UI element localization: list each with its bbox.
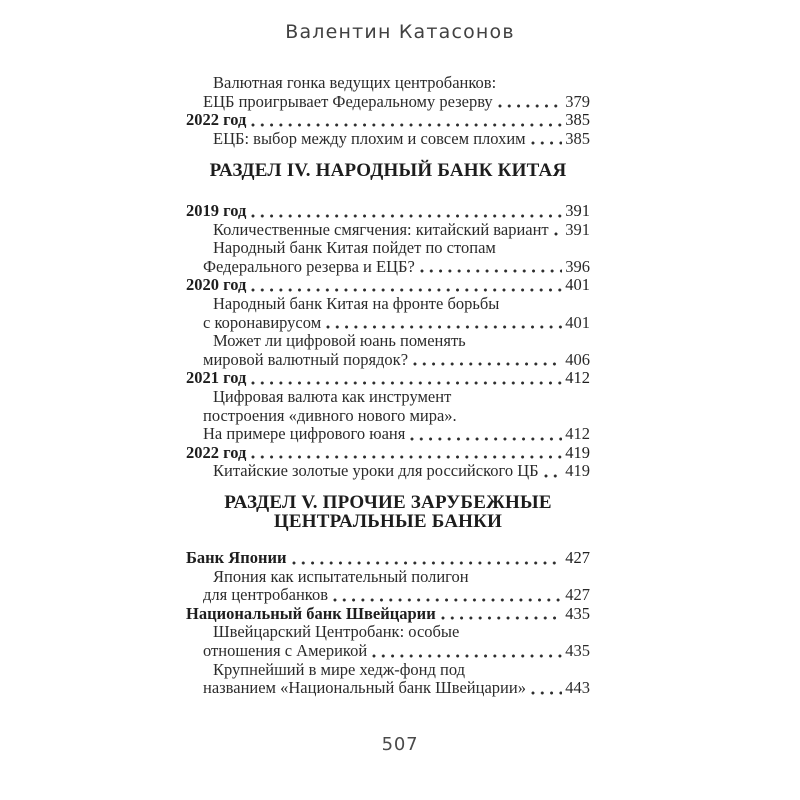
dot-leader [292,561,563,565]
toc-entry [186,425,590,444]
toc-entry [186,586,590,605]
toc-entry-label: мировой валютный порядок? [203,349,409,369]
toc-entry-label: 2021 год [186,368,247,388]
toc-entry-label: Количественные смягчения: китайский вариант [213,219,549,239]
toc-entry-label: Крупнейший в мире хедж-фонд под [213,659,466,679]
toc-entry-bank [186,549,590,568]
toc-entry [186,130,590,149]
toc-entry-page: 412 [565,368,590,388]
dot-leader [251,381,562,385]
toc-entry-page: 427 [565,585,590,605]
toc-entry [186,642,590,661]
toc-entry-year [186,276,590,295]
toc-entry-page: 435 [565,603,590,623]
dot-leader [531,141,563,145]
toc-entry-label: построения «дивного нового мира». [203,405,457,425]
dot-leader [441,616,563,620]
toc-entry-label: Народный банк Китая пойдет по стопам [213,238,496,258]
toc-entry-label: 2019 год [186,201,247,220]
toc-entry [186,623,590,642]
toc-entry-page: 391 [565,219,590,239]
toc-entry [186,388,590,407]
toc-entry-bank [186,605,590,624]
toc-entry-page: 379 [565,91,590,111]
dot-leader [420,269,562,273]
toc-entry [186,295,590,314]
toc-entry-label: Может ли цифровой юань поменять [213,331,466,351]
toc-entry-page: 391 [565,201,590,220]
toc-entry [186,568,590,587]
toc-entry-year [186,111,590,130]
toc-entry [186,661,590,680]
toc-section-v [186,549,590,698]
dot-leader [554,232,563,236]
section-iv-heading: РАЗДЕЛ IV. НАРОДНЫЙ БАНК КИТАЯ [209,160,567,181]
toc-entry [186,332,590,351]
toc-entry-page: 385 [565,128,590,148]
toc-entry-label: с коронавирусом [203,312,322,332]
toc-entry-label: Банк Японии [186,548,287,567]
toc-entry-label: 2020 год [186,275,247,295]
toc-entry-label: Валютная гонка ведущих центробанков: [213,73,497,92]
toc-entry-label: Федерального резерва и ЕЦБ? [203,256,415,276]
toc-entry [186,314,590,333]
toc-entry-page: 412 [565,424,590,444]
dot-leader [531,691,562,695]
toc-entry-page: 406 [565,349,590,369]
toc-entry [186,679,590,698]
toc-entry-label: Япония как испытательный полигон [213,566,469,586]
section-v-heading-line2: ЦЕНТРАЛЬНЫЕ БАНКИ [273,511,503,532]
toc-entry [186,407,590,426]
toc-entry [186,351,590,370]
toc-section-continuation [186,74,590,148]
toc-entry-label: На примере цифрового юаня [203,424,406,444]
dot-leader [251,455,562,459]
toc-entry-page: 419 [565,461,590,481]
page-number: 507 [381,734,419,755]
toc-entry-label: отношения с Америкой [203,640,368,660]
dot-leader [413,362,562,366]
toc-entry-year [186,444,590,463]
toc-entry [186,74,590,93]
dot-leader [251,123,562,127]
toc-entry [186,93,590,112]
dot-leader [326,325,562,329]
toc-entry-label: 2022 год [186,442,247,462]
toc-entry [186,239,590,258]
section-v-heading-line1: РАЗДЕЛ V. ПРОЧИЕ ЗАРУБЕЖНЫЕ [224,492,552,513]
toc-entry [186,221,590,240]
toc-entry-page: 401 [565,312,590,332]
toc-entry-year [186,202,590,221]
dot-leader [498,104,563,108]
dot-leader [251,214,562,218]
toc-entry-page: 419 [565,442,590,462]
toc-entry-label: Китайские золотые уроки для российского ЦБ [213,461,539,481]
toc-section-iv [186,202,590,481]
toc-entry [186,258,590,277]
toc-entry-page: 427 [565,548,590,567]
toc-entry-label: ЕЦБ: выбор между плохим и совсем плохим [213,128,526,148]
toc-entry-label: названием «Национальный банк Швейцарии» [203,678,526,698]
toc-entry-page: 435 [565,640,590,660]
dot-leader [410,437,562,441]
toc-entry-year [186,369,590,388]
toc-entry-label: для центробанков [203,585,329,605]
toc-entry-label: Народный банк Китая на фронте борьбы [213,293,500,313]
dot-leader [372,654,562,658]
dot-leader [251,288,562,292]
section-v-heading [186,493,590,531]
toc-entry-label: ЕЦБ проигрывает Федеральному резерву [203,91,493,111]
running-header-author: Валентин Катасонов [285,21,515,43]
toc-entry-page: 401 [565,275,590,295]
dot-leader [544,474,563,478]
dot-leader [333,598,562,602]
toc-entry-page: 385 [565,110,590,130]
toc-entry [186,462,590,481]
toc-entry-page: 396 [565,256,590,276]
toc-entry-label: Швейцарский Центробанк: особые [213,622,460,642]
toc-entry-label: 2022 год [186,110,247,130]
toc-entry-label: Цифровая валюта как инструмент [213,386,452,406]
toc-entry-label: Национальный банк Швейцарии [186,603,436,623]
toc-entry-page: 443 [565,678,590,698]
